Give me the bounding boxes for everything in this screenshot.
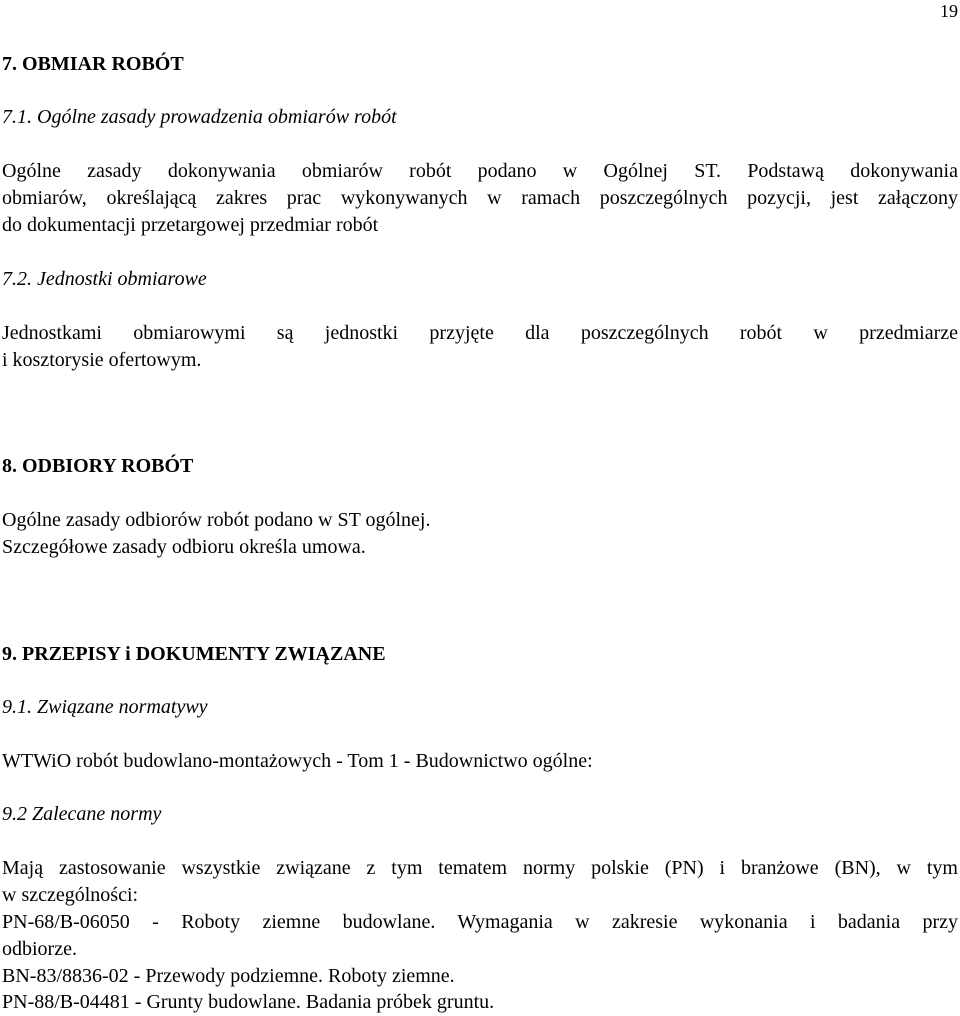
section-9-1-heading: 9.1. Związane normatywy: [2, 696, 208, 718]
paragraph-line: Szczegółowe zasady odbioru określa umowa.: [2, 536, 366, 558]
section-9-2-heading: 9.2 Zalecane normy: [2, 803, 162, 825]
section-9-heading: 9. PRZEPISY i DOKUMENTY ZWIĄZANE: [2, 643, 386, 665]
section-7-2-heading: 7.2. Jednostki obmiarowe: [2, 268, 207, 290]
norm-item: PN-88/B-04481 - Grunty budowlane. Badania próbek gruntu.: [2, 991, 495, 1013]
paragraph-line: w szczególności:: [2, 884, 139, 906]
paragraph-line: Ogólne zasady odbiorów robót podano w ST ogólnej.: [2, 509, 431, 531]
paragraph-line: WTWiO robót budowlano-montażowych - Tom 1 - Budownictwo ogólne:: [2, 750, 593, 772]
paragraph-line: Ogólne zasady dokonywania obmiarów robót podano w Ogólnej ST. Podstawą dokonywania: [2, 160, 958, 182]
section-8-heading: 8. ODBIORY ROBÓT: [2, 455, 194, 477]
paragraph-line: Mają zastosowanie wszystkie związane z tym tematem normy polskie (PN) i branżowe (BN), w tym: [2, 857, 958, 879]
section-7-1-heading: 7.1. Ogólne zasady prowadzenia obmiarów robót: [2, 106, 397, 128]
section-7-heading: 7. OBMIAR ROBÓT: [2, 53, 184, 75]
page-number: 19: [940, 1, 958, 21]
paragraph-line: Jednostkami obmiarowymi są jednostki przyjęte dla poszczególnych robót w przedmiarze: [2, 322, 958, 344]
paragraph-line: i kosztorysie ofertowym.: [2, 349, 202, 371]
norm-item: BN-83/8836-02 - Przewody podziemne. Roboty ziemne.: [2, 965, 455, 987]
paragraph-line: do dokumentacji przetargowej przedmiar robót: [2, 214, 379, 236]
norm-item: PN-68/B-06050 - Roboty ziemne budowlane. Wymagania w zakresie wykonania i badania przy: [2, 911, 958, 933]
paragraph-line: obmiarów, określającą zakres prac wykonywanych w ramach poszczególnych pozycji, jest załączony: [2, 187, 958, 209]
paragraph-line: odbiorze.: [2, 938, 77, 960]
